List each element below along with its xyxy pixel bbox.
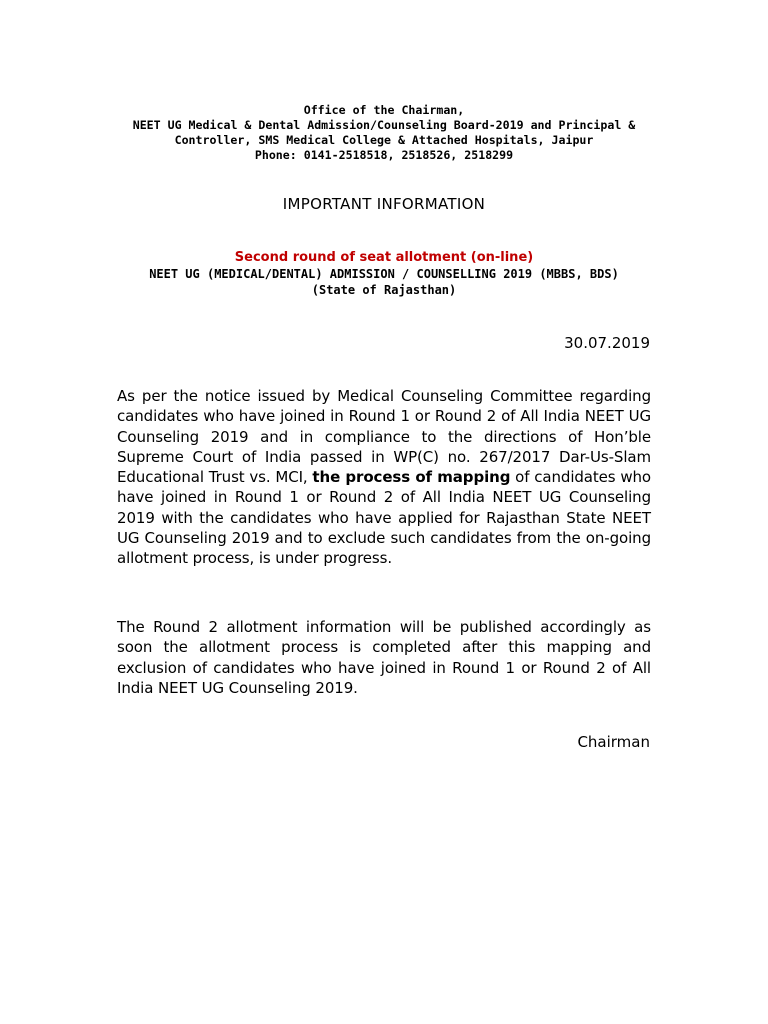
subtitle-counselling: NEET UG (MEDICAL/DENTAL) ADMISSION / COUNSELLING 2019 (MBBS, BDS) (149, 267, 619, 281)
subtitle-state: (State of Rajasthan) (311, 283, 457, 297)
header-line-office: Office of the Chairman, (303, 103, 465, 117)
paragraph1-bold-phrase: the process of mapping (312, 468, 511, 487)
header-line-board: NEET UG Medical & Dental Admission/Counseling Board-2019 and Principal & (132, 118, 636, 132)
paragraph-round2-info: The Round 2 allotment information will be published accordingly as soon the allotment process is completed after this mapping and exclusion of candidates who have joined in Round 1 or Round 2 of All India NEET UG Counseling 2019. (117, 618, 651, 697)
header-line-college: Controller, SMS Medical College & Attached Hospitals, Jaipur (174, 133, 594, 147)
subtitle-block (100, 250, 668, 298)
paragraph1-text-end: of candidates who have joined in Round 1 or Round 2 of All India NEET UG Counseling 2019 with the candidates who have applied for Rajasthan State NEET UG Counseling 2019 and to exclude such candidates from the on-going allotment process, is under progress. (117, 468, 651, 568)
paragraph-mapping-notice (117, 386, 651, 569)
signature-chairman: Chairman (577, 733, 650, 751)
notice-date: 30.07.2019 (564, 334, 650, 352)
document-title: IMPORTANT INFORMATION (282, 195, 486, 213)
office-header (100, 103, 668, 163)
subtitle-round-info: Second round of seat allotment (on-line) (234, 250, 534, 265)
paragraph1-text-start: As per the notice issued by Medical Counseling Committee regarding candidates who have joined in Round 1 or Round 2 of All India NEET UG Counseling 2019 and in compliance to the directions of Hon’ble Supreme Court of India passed in WP(C) no. 267/2017 Dar-Us-Slam Educational Trust vs. MCI, (117, 387, 651, 487)
header-line-phone: Phone: 0141-2518518, 2518526, 2518299 (254, 148, 514, 162)
